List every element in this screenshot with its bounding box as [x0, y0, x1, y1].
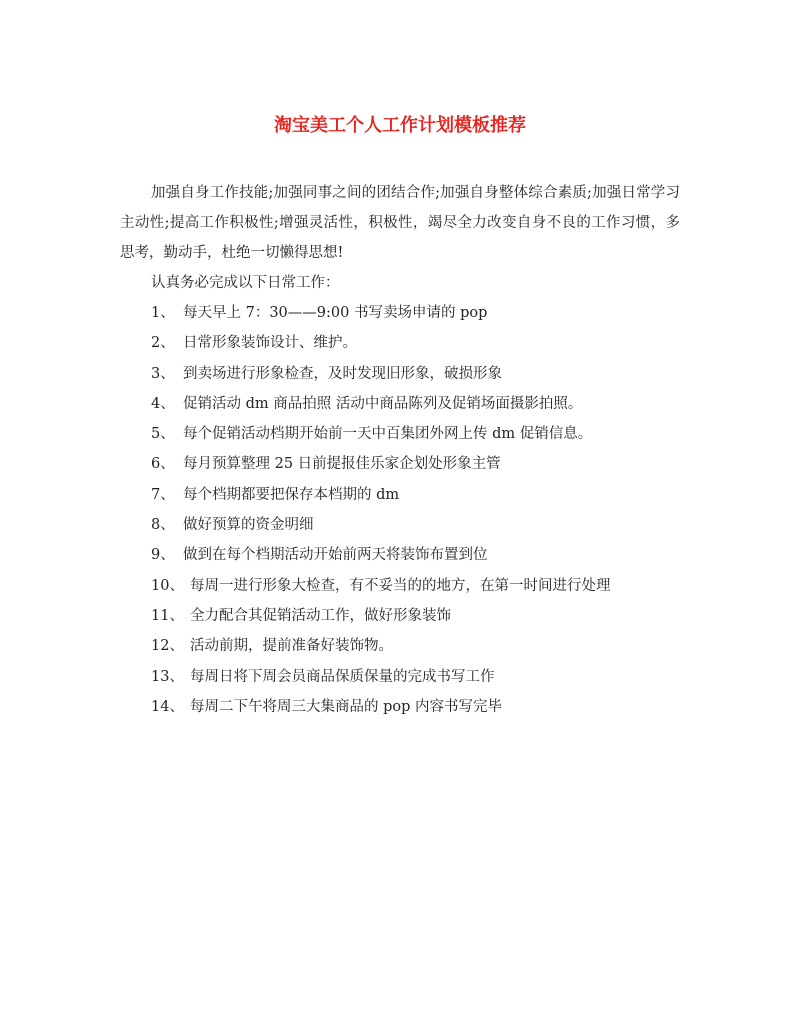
task-text: 每周二下午将周三大集商品的 pop 内容书写完毕 — [190, 698, 503, 715]
task-item — [120, 480, 680, 510]
task-text: 做到在每个档期活动开始前两天将装饰布置到位 — [183, 547, 488, 564]
task-number: 13、 — [151, 668, 184, 685]
task-text: 全力配合其促销活动工作，做好形象装饰 — [190, 607, 451, 624]
task-number: 11、 — [151, 607, 184, 624]
task-text: 每月预算整理 25 日前提报佳乐家企划处形象主管 — [183, 456, 501, 473]
document-body — [120, 178, 680, 722]
task-text: 每周日将下周会员商品保质保量的完成书写工作 — [190, 668, 495, 685]
lead-paragraph: 认真务必完成以下日常工作： — [151, 275, 340, 291]
document-title: 淘宝美工个人工作计划模板推荐 — [274, 115, 526, 136]
task-number: 3、 — [151, 365, 175, 382]
task-item — [120, 510, 680, 540]
task-item — [120, 328, 680, 358]
task-text: 每个档期都要把保存本档期的 dm — [183, 486, 400, 503]
task-item — [120, 631, 680, 661]
task-number: 14、 — [151, 698, 184, 715]
task-number: 9、 — [151, 547, 175, 564]
task-text: 每周一进行形象大检查，有不妥当的的地方，在第一时间进行处理 — [190, 577, 611, 594]
task-number: 6、 — [151, 456, 175, 473]
task-item — [120, 692, 680, 722]
task-text: 每天早上 7：30——9:00 书写卖场申请的 pop — [183, 305, 488, 321]
intro-paragraph: 加强自身工作技能;加强同事之间的团结合作;加强自身整体综合素质;加强日常学习主动性;提高工作积极性;增强灵活性，积极性，竭尽全力改变自身不良的工作习惯，多思考，勤动手，杜绝一切懒得思想! — [120, 185, 680, 261]
task-text: 促销活动 dm 商品拍照 活动中商品陈列及促销场面摄影拍照。 — [183, 395, 583, 412]
task-list — [120, 298, 680, 722]
task-number: 10、 — [151, 577, 184, 594]
task-item — [120, 419, 680, 449]
task-text: 做好预算的资金明细 — [183, 517, 314, 534]
task-number: 12、 — [151, 638, 184, 655]
task-number: 8、 — [151, 517, 175, 534]
task-number: 7、 — [151, 486, 175, 503]
task-item — [120, 540, 680, 570]
task-item — [120, 449, 680, 479]
task-item — [120, 359, 680, 389]
task-item — [120, 662, 680, 692]
task-item — [120, 571, 680, 601]
task-text: 到卖场进行形象检查，及时发现旧形象，破损形象 — [183, 365, 502, 382]
task-text: 活动前期，提前准备好装饰物。 — [190, 638, 393, 655]
task-item — [120, 389, 680, 419]
task-text: 每个促销活动档期开始前一天中百集团外网上传 dm 促销信息。 — [183, 426, 593, 443]
task-number: 2、 — [151, 335, 175, 352]
task-number: 4、 — [151, 395, 175, 412]
task-number: 1、 — [151, 305, 175, 321]
task-item — [120, 298, 680, 328]
task-item — [120, 601, 680, 631]
task-number: 5、 — [151, 426, 175, 443]
task-text: 日常形象装饰设计、维护。 — [183, 335, 357, 352]
